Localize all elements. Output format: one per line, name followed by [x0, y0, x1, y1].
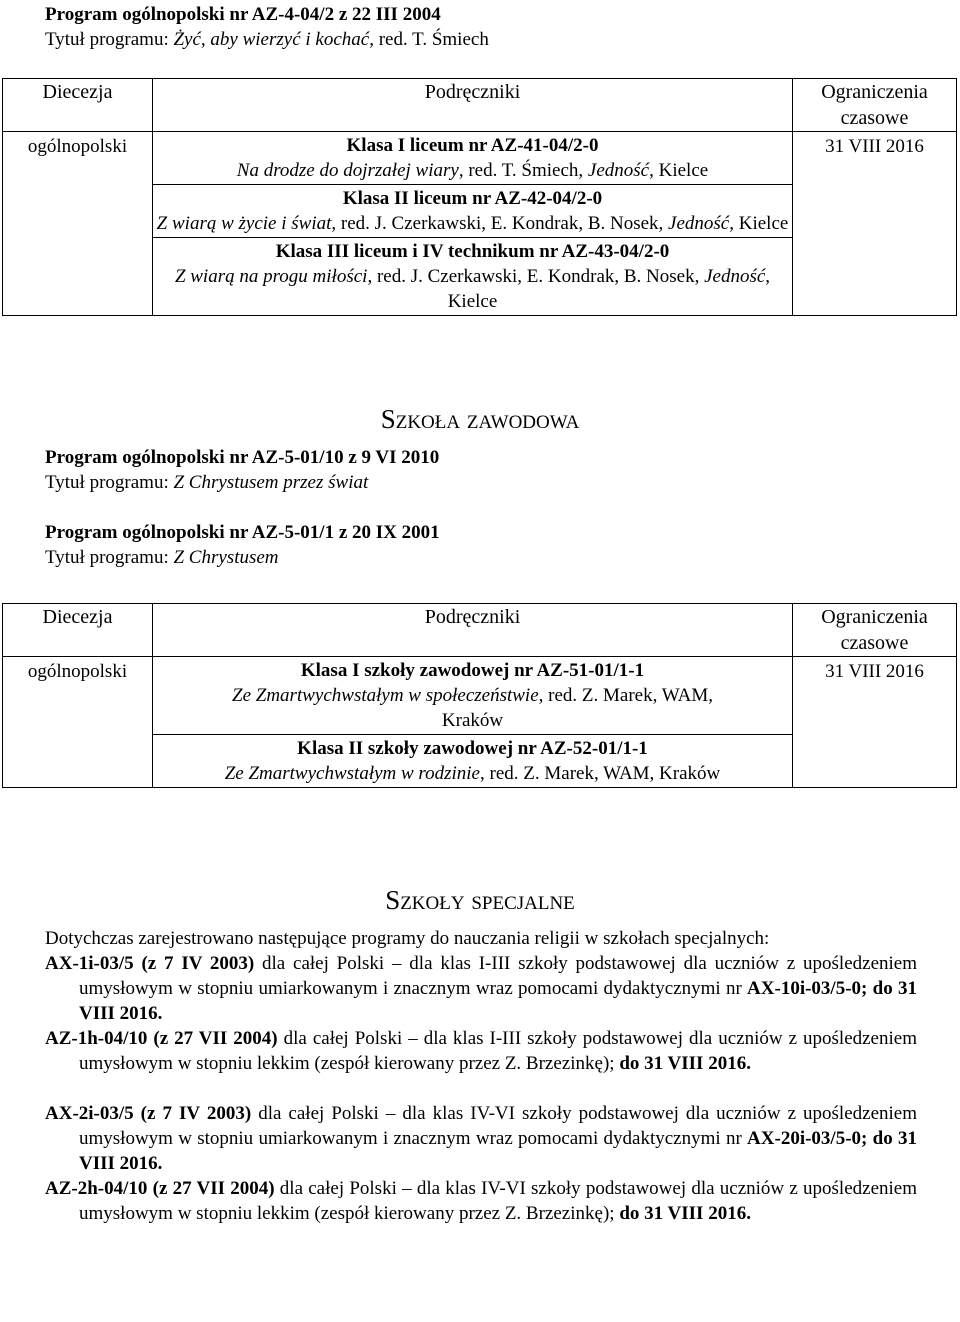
cell-ograniczenia: 31 VIII 2016: [793, 132, 957, 316]
program-line: Program ogólnopolski nr AZ-5-01/1 z 20 IX 2001: [45, 522, 440, 543]
book-entry: [153, 238, 792, 315]
header-podreczniki: Podręczniki: [153, 604, 793, 657]
book-authors: , red. T. Śmiech,: [458, 160, 588, 181]
textbook-table-liceum: [2, 78, 957, 316]
book-publisher: Jedność: [668, 213, 730, 234]
book-city: , Kielce: [447, 266, 771, 312]
intro-paragraph: Dotychczas zarejestrowano następujące programy do nauczania religii w szkołach specjalnych:: [45, 928, 770, 949]
cell-podreczniki: [153, 657, 793, 788]
textbook-table-zawodowa: [2, 603, 957, 788]
title-italic: Żyć, aby wierzyć i kochać: [173, 29, 370, 50]
title-italic: Z Chrystusem: [173, 547, 279, 568]
program-line: Program ogólnopolski nr AZ-5-01/10 z 9 VI 2010: [45, 447, 440, 468]
book-entry: [153, 132, 792, 185]
program-item: [45, 951, 917, 1026]
program-code: AX-1i-03/5 (z 7 IV 2003): [45, 953, 255, 974]
program-description: dla całej Polski – dla klas IV-VI szkoły podstawowej dla uczniów z upośledzeniem umysłowym w stopniu umiarkowanym i znacznym wraz pomocami dydaktycznymi nr: [79, 1103, 917, 1149]
table-row: [3, 657, 957, 788]
book-details: [155, 264, 790, 314]
header-podreczniki: Podręczniki: [153, 79, 793, 132]
book-city: , Kielce: [649, 160, 709, 181]
program-code: AZ-1h-04/10 (z 27 VII 2004): [45, 1028, 278, 1049]
title-prefix: Tytuł programu:: [45, 472, 174, 493]
book-authors: , red. Z. Marek, WAM, Kraków: [441, 685, 713, 731]
book-authors: , red. Z. Marek, WAM, Kraków: [480, 763, 721, 784]
program-title: [45, 27, 920, 52]
program-item: [45, 1026, 917, 1076]
table-row: [3, 132, 957, 316]
program-description: dla całej Polski – dla klas IV-VI szkoły podstawowej dla uczniów z upośledzeniem umysłowym w stopniu lekkim (zespół kierowany przez Z. Brzezinkę);: [79, 1178, 917, 1224]
table-header-row: [3, 604, 957, 657]
book-entry: [153, 735, 792, 787]
book-class-line: Klasa II szkoły zawodowej nr AZ-52-01/1-1: [297, 738, 648, 759]
book-class-line: Klasa I liceum nr AZ-41-04/2-0: [346, 135, 599, 156]
program-title: [45, 470, 920, 495]
program-deadline: do 31 VIII 2016.: [619, 1203, 751, 1224]
header-ograniczenia: Ograniczenia czasowe: [793, 604, 957, 657]
title-suffix: , red. T. Śmiech: [369, 29, 489, 50]
book-entry: [153, 185, 792, 238]
book-publisher: Jedność: [587, 160, 650, 181]
header-diecezja: Diecezja: [3, 604, 153, 657]
book-details: [155, 761, 790, 786]
top-program: [45, 2, 920, 52]
book-authors: , red. J. Czerkawski, E. Kondrak, B. Nosek,: [331, 213, 669, 234]
section-heading-specjalne: Szkoły specjalne: [385, 885, 575, 915]
book-title: Ze Zmartwychwstałym w społeczeństwie: [232, 685, 539, 706]
title-italic: Z Chrystusem przez świat: [173, 472, 369, 493]
title-prefix: Tytuł programu:: [45, 547, 174, 568]
zawodowa-programs: [45, 445, 920, 570]
book-title: Na drodze do dojrzałej wiary: [236, 160, 459, 181]
cell-ograniczenia: 31 VIII 2016: [793, 657, 957, 788]
specjalne-content: [45, 926, 917, 1226]
book-publisher: Jedność: [704, 266, 766, 287]
section-heading-zawodowa: Szkoła zawodowa: [380, 404, 580, 434]
book-entry: [153, 657, 792, 735]
program-code: AZ-2h-04/10 (z 27 VII 2004): [45, 1178, 275, 1199]
program-deadline: do 31 VIII 2016.: [619, 1053, 751, 1074]
header-diecezja: Diecezja: [3, 79, 153, 132]
program-description: dla całej Polski – dla klas I-III szkoły podstawowej dla uczniów z upośledzeniem umysłowym w stopniu umiarkowanym i znacznym wraz pomocami dydaktycznymi nr: [79, 953, 917, 999]
table-header-row: [3, 79, 957, 132]
program-item: [45, 1101, 917, 1176]
cell-diecezja: ogólnopolski: [3, 132, 153, 316]
book-details: [155, 158, 790, 183]
program-line: Program ogólnopolski nr AZ-4-04/2 z 22 III 2004: [45, 4, 441, 25]
cell-diecezja: ogólnopolski: [3, 657, 153, 788]
program-item: [45, 1176, 917, 1226]
book-class-line: Klasa I szkoły zawodowej nr AZ-51-01/1-1: [300, 660, 645, 681]
book-title: Ze Zmartwychwstałym w rodzinie: [224, 763, 480, 784]
book-details: [155, 211, 790, 236]
program-title: [45, 545, 920, 570]
program-description: dla całej Polski – dla klas I-III szkoły podstawowej dla uczniów z upośledzeniem umysłowym w stopniu lekkim (zespół kierowany przez Z. Brzezinkę);: [79, 1028, 917, 1074]
book-class-line: Klasa III liceum i IV technikum nr AZ-43-04/2-0: [275, 241, 670, 262]
book-details: [213, 683, 732, 733]
book-city: , Kielce: [729, 213, 789, 234]
program-deadline: AX-10i-03/5-0; do 31 VIII 2016.: [79, 978, 917, 1024]
book-title: Z wiarą w życie i świat: [156, 213, 332, 234]
book-class-line: Klasa II liceum nr AZ-42-04/2-0: [342, 188, 603, 209]
program-code: AX-2i-03/5 (z 7 IV 2003): [45, 1103, 252, 1124]
program-deadline: AX-20i-03/5-0; do 31 VIII 2016.: [79, 1128, 917, 1174]
header-ograniczenia: Ograniczenia czasowe: [793, 79, 957, 132]
book-authors: , red. J. Czerkawski, E. Kondrak, B. Nosek,: [367, 266, 705, 287]
book-title: Z wiarą na progu miłości: [174, 266, 368, 287]
cell-podreczniki: [153, 132, 793, 316]
title-prefix: Tytuł programu:: [45, 29, 174, 50]
